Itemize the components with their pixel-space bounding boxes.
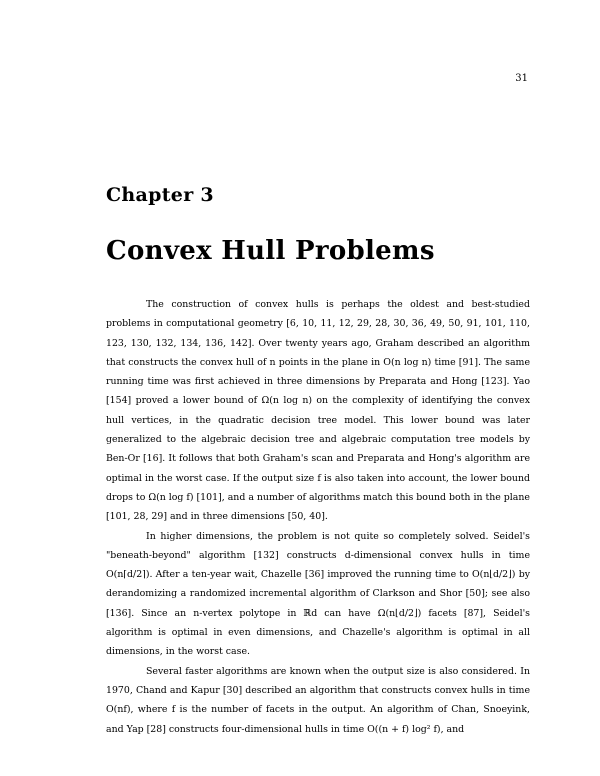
chapter-title: Convex Hull Problems xyxy=(106,236,435,266)
chapter-label: Chapter 3 xyxy=(106,184,214,206)
paragraph: Several faster algorithms are known when the output size is also considered. In 1970, Chand and Kapur [30] described an algorithm that constructs convex hulls in time O(nf), where f is the number of facets in the output. An algorithm of Chan, Snoeyink, and Yap [28] constructs four-dimensional hulls in time O((n + f) log² f), and xyxy=(106,665,530,735)
paragraph: In higher dimensions, the problem is not quite so completely solved. Seidel's "beneath-beyond" algorithm [132] constructs d-dimensional convex hulls in time O(n⌈d/2⌉). After a ten-year wait, Chazelle [36] improved the running time to O(n⌊d/2⌋) by derandomizing a randomized incremental algorithm of Clarkson and Shor [50]; see also [136]. Since an n-vertex polytope in ℝd can have Ω(n⌊d/2⌋) facets [87], Seidel's algorithm is optimal in even dimensions, and Chazelle's algorithm is optimal in all dimensions, in the worst case. xyxy=(106,530,530,658)
page-number: 31 xyxy=(515,73,528,84)
paragraph: The construction of convex hulls is perhaps the oldest and best-studied problems in computational geometry [6, 10, 11, 12, 29, 28, 30, 36, 49, 50, 91, 101, 110, 123, 130, 132, 134, 136, 142]. Over twenty years ago, Graham described an algorithm that constructs the convex hull of n points in the plane in O(n log n) time [91]. The same running time was first achieved in three dimensions by Preparata and Hong [123]. Yao [154] proved a lower bound of Ω(n log n) on the complexity of identifying the convex hull vertices, in the quadratic decision tree model. This lower bound was later generalized to the algebraic decision tree and algebraic computation tree models by Ben-Or [16]. It follows that both Graham's scan and Preparata and Hong's algorithm are optimal in the worst case. If the output size f is also taken into account, the lower bound drops to Ω(n log f) [101], and a number of algorithms match this bound both in the plane [101, 28, 29] and in three dimensions [50, 40]. xyxy=(106,299,530,523)
body-text xyxy=(106,295,530,739)
